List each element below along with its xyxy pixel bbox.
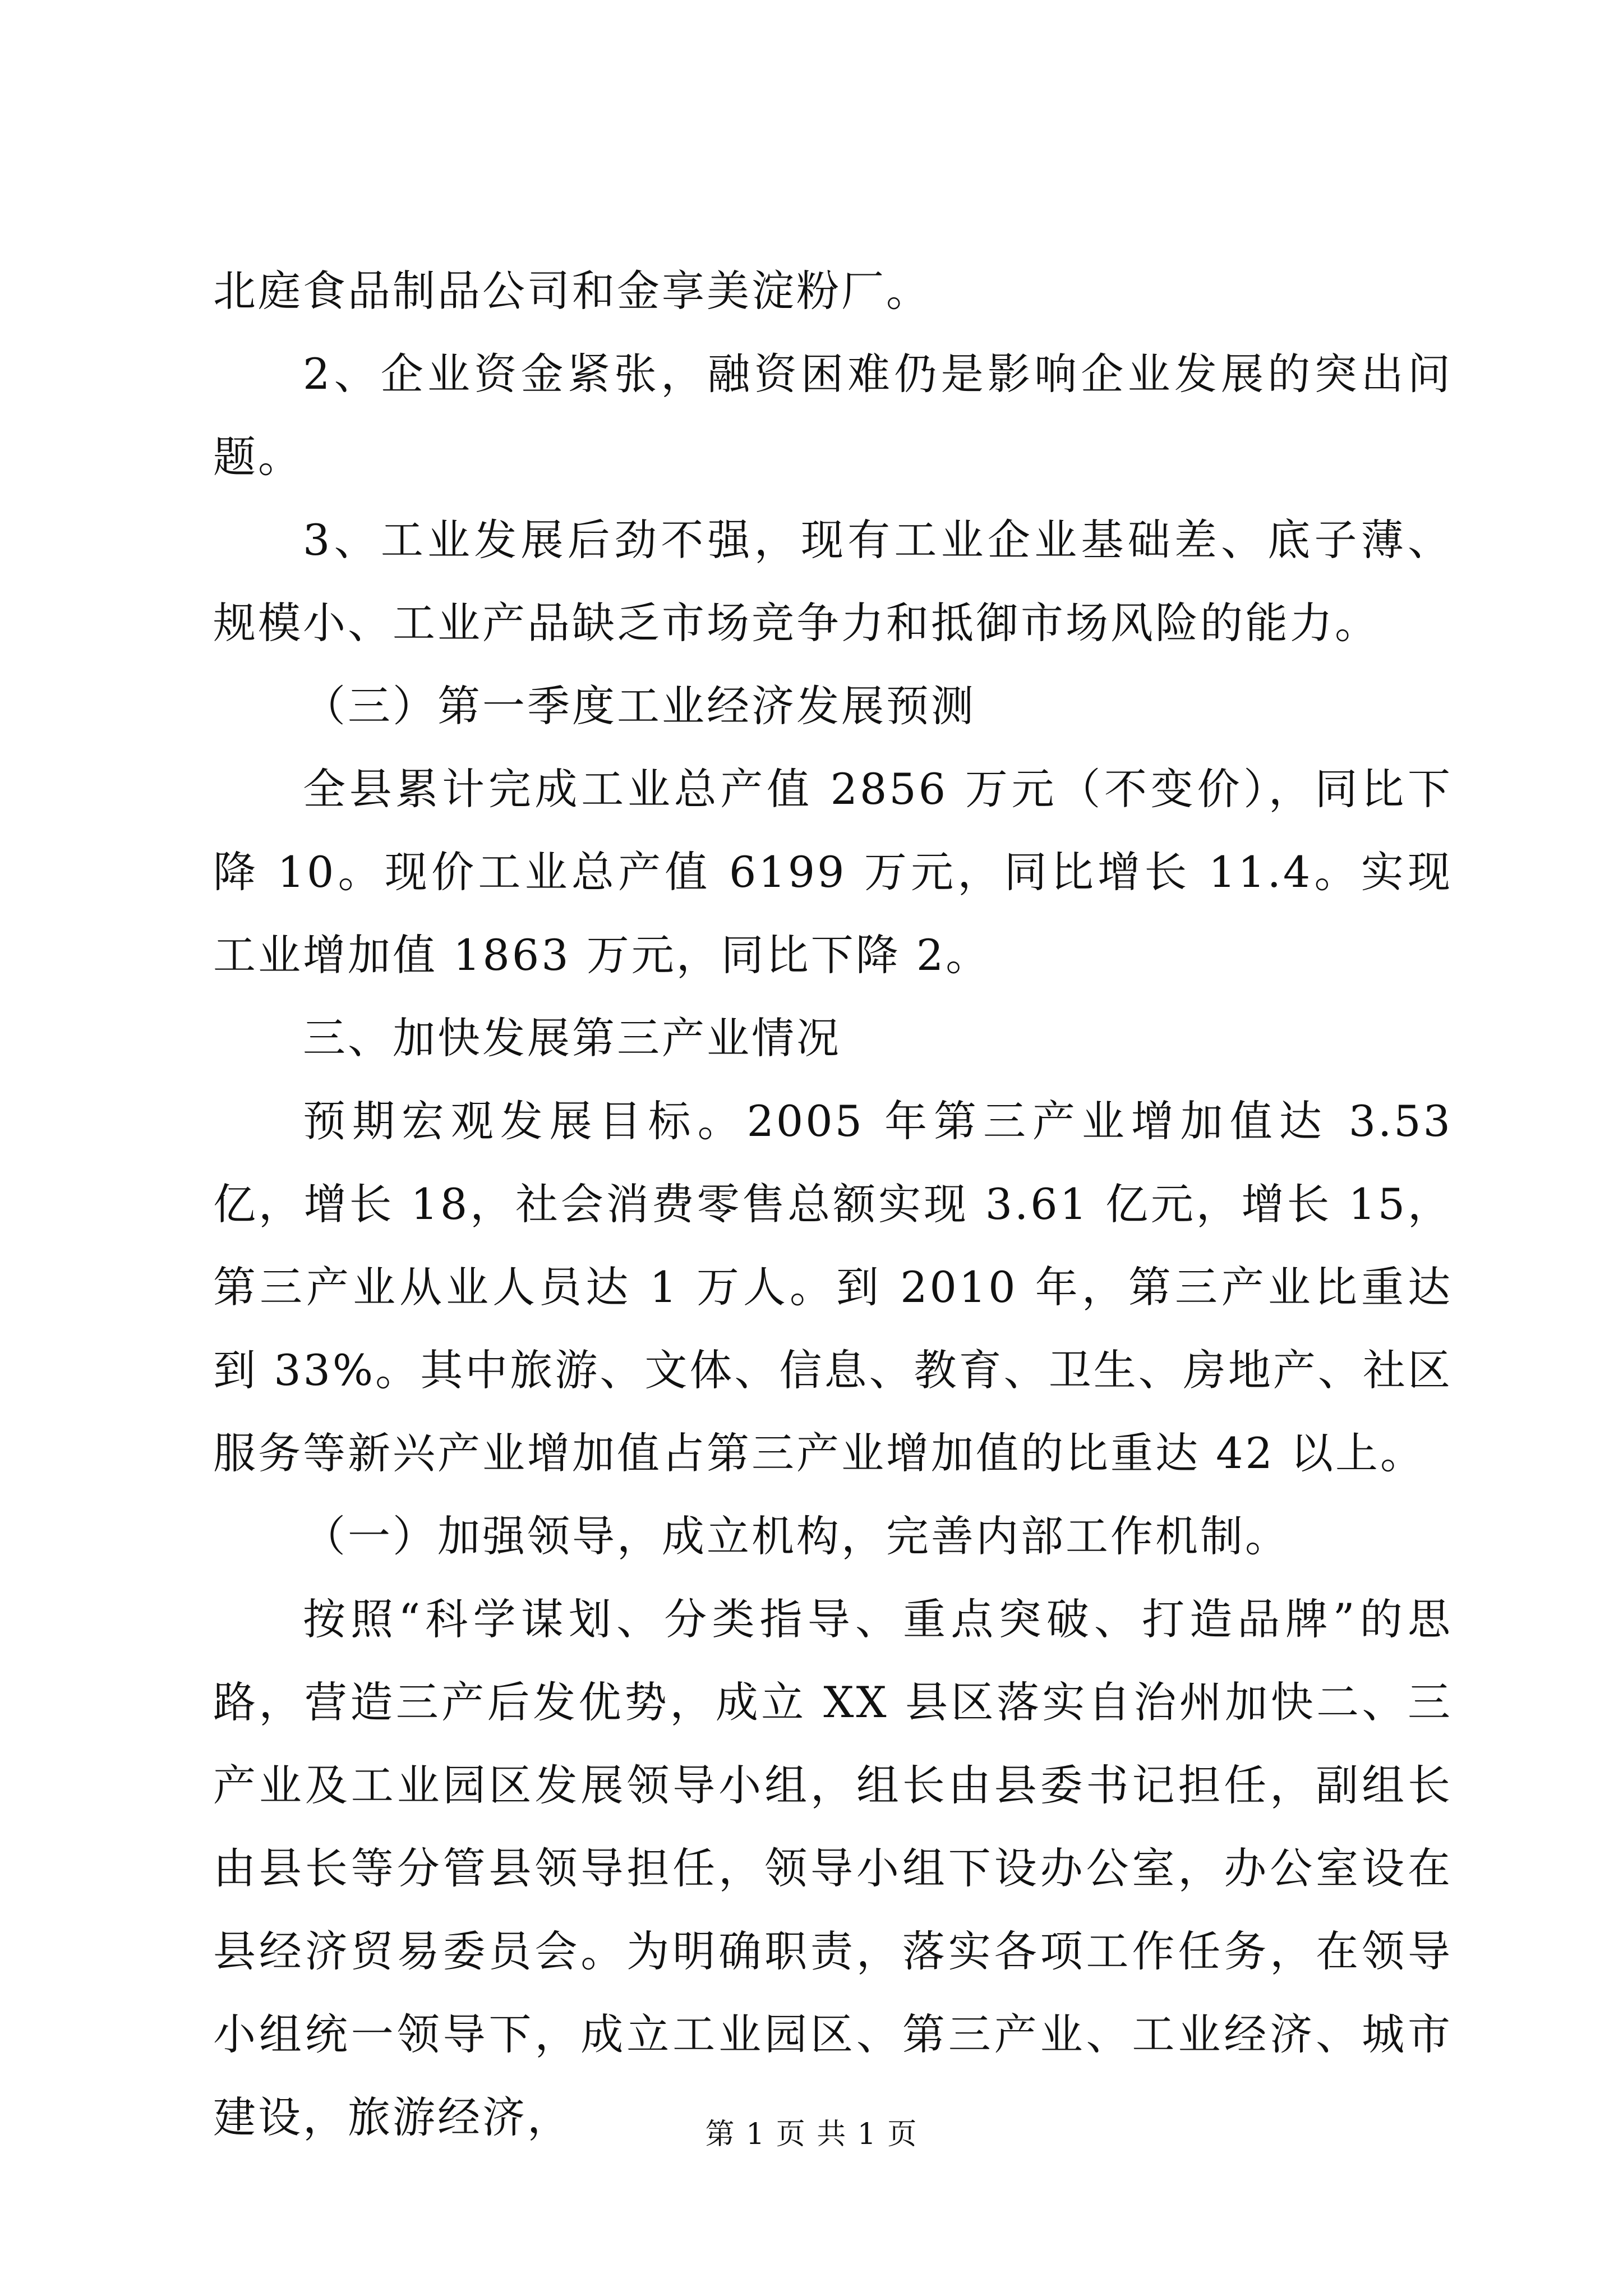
paragraph-2: 2、企业资金紧张，融资困难仍是影响企业发展的突出问题。	[213, 349, 1453, 482]
paragraph-9: 按照“科学谋划、分类指导、重点突破、打造品牌”的思路，营造三产后发优势，成立 XX 县区落实自治州加快二、三产业及工业园区发展领导小组，组长由县委书记担任，副组长由县长等分管县领导担任，领导小组下设办公室，办公室设在县经济贸易委员会。为明确职责，落实各项工作任务，在领导小组统一领导下，成立工业园区、第三产业、工业经济、城市建设，旅游经济，	[213, 1594, 1453, 2142]
document-body	[213, 250, 1453, 2159]
section-heading-tertiary: 三、加快发展第三产业情况	[303, 1013, 841, 1063]
paragraph-7: 预期宏观发展目标。2005 年第三产业增加值达 3.53 亿，增长 18，社会消费零售总额实现 3.61 亿元，增长 15，第三产业从业人员达 1 万人。到 2010 年，第三产业比重达到 33%。其中旅游、文体、信息、教育、卫生、房地产、社区服务等新兴产业增加值占第三产业增加值的比重达 42 以上。	[213, 1096, 1453, 1478]
paragraph-1: 北庭食品制品公司和金享美淀粉厂。	[213, 266, 931, 316]
page-footer: 第 1 页 共 1 页	[705, 2118, 918, 2151]
section-heading-3: （三）第一季度工业经济发展预测	[303, 681, 976, 731]
section-heading-1: （一）加强领导，成立机构，完善内部工作机制。	[303, 1511, 1290, 1561]
paragraph-5: 全县累计完成工业总产值 2856 万元（不变价），同比下降 10。现价工业总产值 6199 万元，同比增长 11.4。实现工业增加值 1863 万元，同比下降 2。	[213, 764, 1453, 980]
paragraph-3: 3、工业发展后劲不强，现有工业企业基础差、底子薄、规模小、工业产品缺乏市场竞争力和抵御市场风险的能力。	[213, 515, 1453, 648]
